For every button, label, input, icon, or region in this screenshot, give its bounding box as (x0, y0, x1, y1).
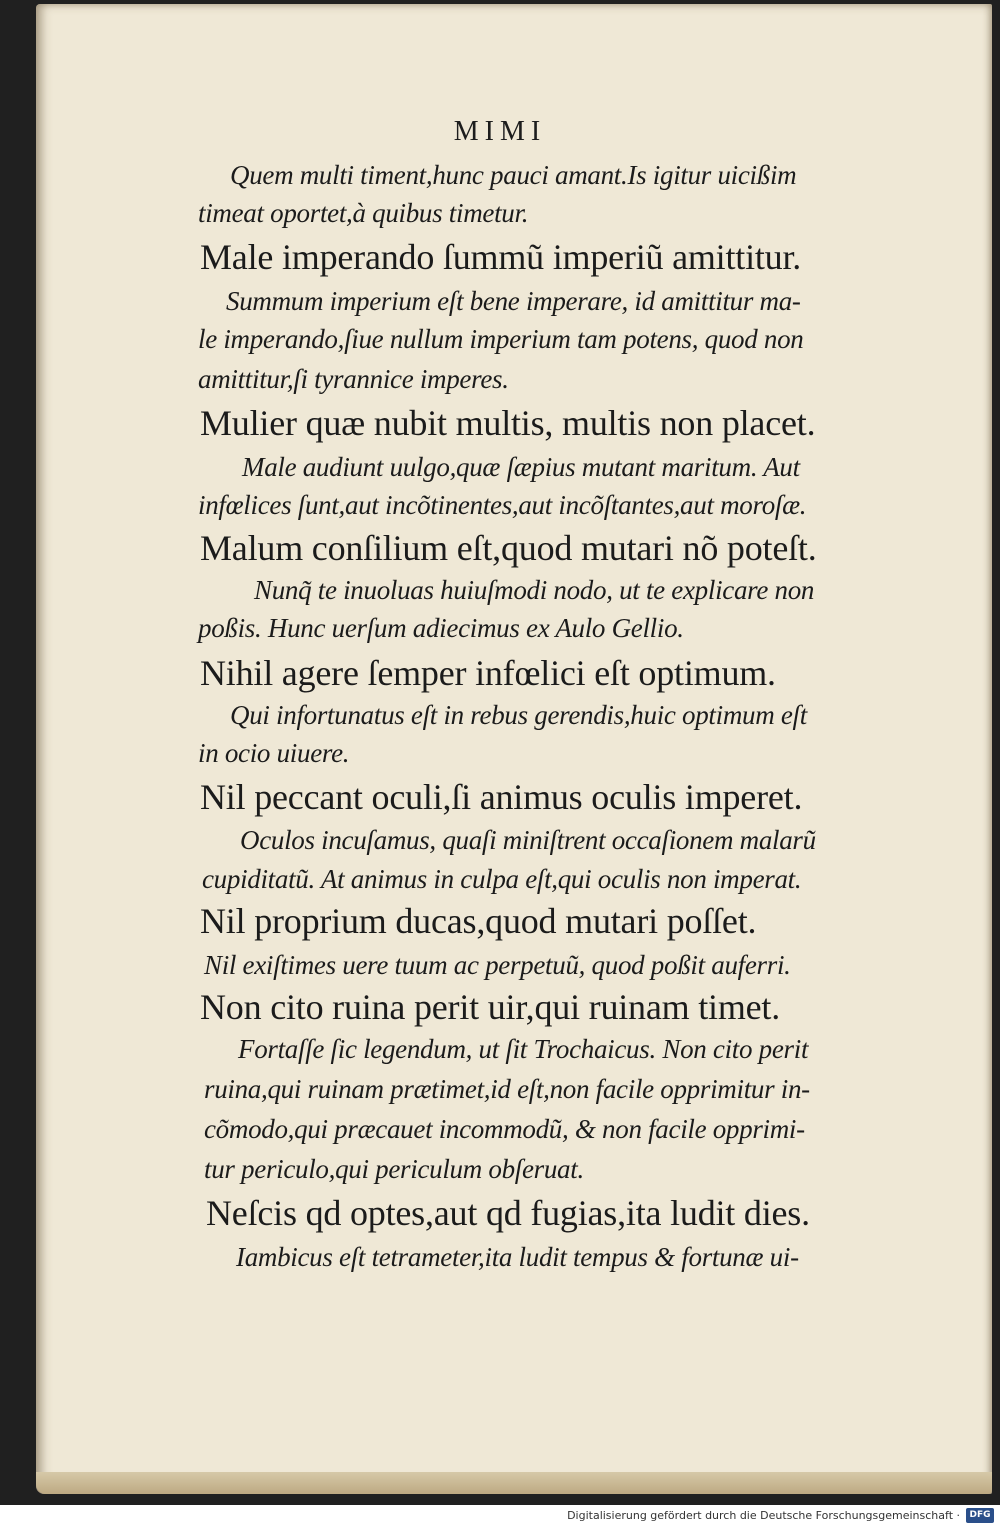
verse-line: Neſcis qd optes,aut qd fugias,ita ludit dies. (206, 1193, 810, 1233)
verse-line: Nihil agere ſemper infœlici eſt optimum. (200, 653, 776, 693)
comment-line: Nunq̃ te inuoluas huiuſmodi nodo, ut te explicare non (254, 575, 815, 605)
comment-line: Summum imperium eſt bene imperare, id amittitur ma- (226, 286, 801, 316)
comment-line: cupiditatũ. At animus in culpa eſt,qui oculis non imperat. (202, 864, 802, 894)
verse-line: Non cito ruina perit uir,qui ruinam timet. (200, 987, 781, 1027)
verse-line: Nil proprium ducas,quod mutari poſſet. (200, 901, 757, 941)
verse-line: Malum conſilium eſt,quod mutari nõ poteſt. (200, 528, 817, 568)
footer-bar (0, 1505, 1000, 1527)
comment-line: Oculos incuſamus, quaſi miniſtrent occaſionem malarũ (240, 825, 816, 855)
comment-line: Qui infortunatus eſt in rebus gerendis,huic optimum eſt (230, 700, 807, 730)
comment-line: Nil exiſtimes uere tuum ac perpetuũ, quod poßit auferri. (204, 950, 791, 980)
comment-line: le imperando,ſiue nullum imperium tam potens, quod non (198, 324, 804, 354)
comment-line: Male audiunt uulgo,quæ ſæpius mutant maritum. Aut (242, 452, 800, 482)
comment-line: Fortaſſe ſic legendum, ut ſit Trochaicus. Non cito perit (238, 1034, 809, 1064)
comment-line: poßis. Hunc uerſum adiecimus ex Aulo Gellio. (198, 613, 684, 643)
verse-line: Male imperando ſummũ imperiũ amittitur. (200, 237, 802, 277)
running-header: MIMI (453, 116, 547, 147)
comment-line: timeat oportet,à quibus timetur. (198, 198, 529, 228)
footer-credit: Digitalisierung gefördert durch die Deutsche Forschungsgemeinschaft · (567, 1509, 960, 1522)
verse-line: Mulier quæ nubit multis, multis non placet. (200, 403, 816, 443)
verse-line: Nil peccant oculi,ſi animus oculis imperet. (200, 777, 803, 817)
comment-line: in ocio uiuere. (198, 738, 350, 768)
comment-line: Iambicus eſt tetrameter,ita ludit tempus & fortunæ ui- (236, 1242, 799, 1272)
dfg-logo-icon: DFG (966, 1508, 994, 1523)
comment-line: infœlices ſunt,aut incõtinentes,aut incõſtantes,aut moroſæ. (198, 490, 807, 520)
comment-line: tur periculo,qui periculum obſeruat. (204, 1154, 584, 1184)
comment-line: cõmodo,qui præcauet incommodũ, & non facile opprimi- (204, 1114, 805, 1144)
comment-line: amittitur,ſi tyrannice imperes. (198, 364, 509, 394)
comment-line: ruina,qui ruinam prætimet,id eſt,non facile opprimitur in- (204, 1074, 810, 1104)
comment-line: Quem multi timent,hunc pauci amant.Is igitur uicißim (230, 160, 797, 190)
page-edge (36, 1472, 992, 1494)
